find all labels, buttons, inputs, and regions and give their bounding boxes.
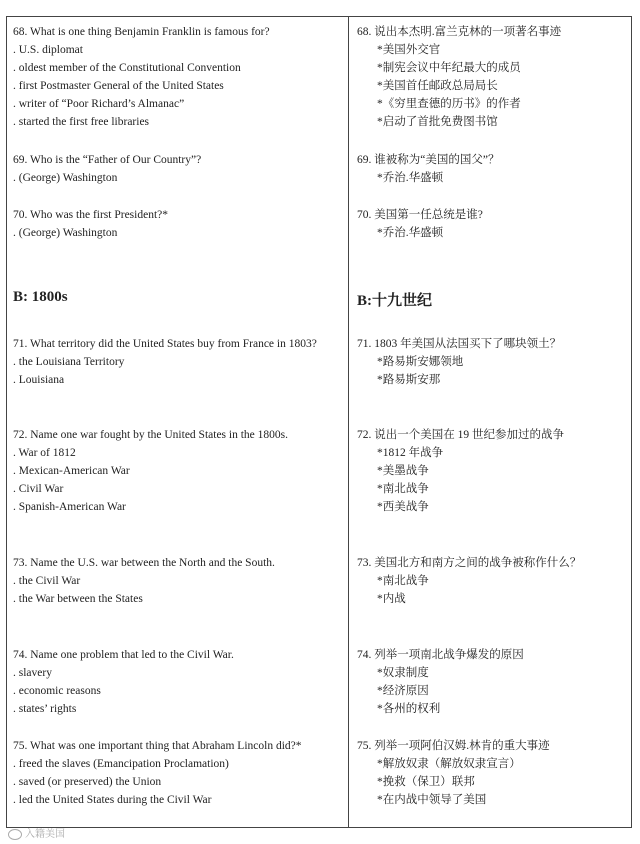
question-74-zh bbox=[349, 646, 633, 718]
answer: . (George) Washington bbox=[13, 172, 118, 184]
answer: . writer of “Poor Richard’s Almanac” bbox=[13, 98, 185, 110]
question-text: 69. Who is the “Father of Our Country”? bbox=[13, 154, 202, 166]
answer: *1812 年战争 bbox=[377, 447, 444, 459]
watermark-text: 入籍美国 bbox=[25, 829, 65, 840]
answer: . oldest member of the Constitutional Convention bbox=[13, 62, 241, 74]
question-text: 75. What was one important thing that Abraham Lincoln did?* bbox=[13, 740, 302, 752]
question-71-en bbox=[7, 335, 348, 389]
document-page bbox=[6, 16, 632, 828]
answer: *在内战中领导了美国 bbox=[377, 794, 487, 806]
answer: . Civil War bbox=[13, 483, 64, 495]
answer: *《穷里查德的历书》的作者 bbox=[377, 98, 521, 110]
question-text: 73. Name the U.S. war between the North and the South. bbox=[13, 557, 275, 569]
answer: . Mexican-American War bbox=[13, 465, 130, 477]
answer: . saved (or preserved) the Union bbox=[13, 776, 162, 788]
question-69-en bbox=[7, 151, 348, 187]
question-72-zh bbox=[349, 426, 633, 516]
question-text: 71. 1803 年美国从法国买下了哪块领土？ bbox=[357, 338, 562, 350]
answer: *制宪会议中年纪最大的成员 bbox=[377, 62, 521, 74]
question-70-zh bbox=[349, 206, 633, 242]
question-text: 69. 谁被称为“美国的国父”？ bbox=[357, 154, 500, 166]
question-75-zh bbox=[349, 737, 633, 809]
question-73-en bbox=[7, 554, 348, 608]
answer: . War of 1812 bbox=[13, 447, 76, 459]
answer: . led the United States during the Civil War bbox=[13, 794, 212, 806]
answer: . first Postmaster General of the United States bbox=[13, 80, 224, 92]
answer: *乔治.华盛顿 bbox=[377, 227, 444, 239]
answer: *路易斯安娜领地 bbox=[377, 356, 464, 368]
answer: *解放奴隶（解放奴隶宣言） bbox=[377, 758, 521, 770]
answer: . the War between the States bbox=[13, 593, 143, 605]
question-68-zh bbox=[349, 23, 633, 131]
question-text: 70. Who was the first President?* bbox=[13, 209, 169, 221]
answer: *各州的权利 bbox=[377, 703, 441, 715]
answer: . freed the slaves (Emancipation Proclamation) bbox=[13, 758, 229, 770]
answer: *内战 bbox=[377, 593, 406, 605]
question-text: 68. 说出本杰明.富兰克林的一项著名事迹 bbox=[357, 26, 562, 38]
answer: *启动了首批免费图书馆 bbox=[377, 116, 498, 128]
answer: *经济原因 bbox=[377, 685, 429, 697]
answer: . states’ rights bbox=[13, 703, 77, 715]
weibo-icon bbox=[8, 829, 22, 840]
answer: *美墨战争 bbox=[377, 465, 429, 477]
question-text: 74. 列举一项南北战争爆发的原因 bbox=[357, 649, 524, 661]
answer: . (George) Washington bbox=[13, 227, 118, 239]
answer: *南北战争 bbox=[377, 483, 429, 495]
question-text: 70. 美国第一任总统是谁? bbox=[357, 209, 483, 221]
question-text: 74. Name one problem that led to the Civil War. bbox=[13, 649, 234, 661]
answer: . started the first free libraries bbox=[13, 116, 150, 128]
question-71-zh bbox=[349, 335, 633, 389]
question-69-zh bbox=[349, 151, 633, 187]
answer: . Spanish-American War bbox=[13, 501, 126, 513]
question-text: 72. Name one war fought by the United States in the 1800s. bbox=[13, 429, 288, 441]
answer: . Louisiana bbox=[13, 374, 65, 386]
answer: *西美战争 bbox=[377, 501, 429, 513]
section-heading: B:十九世纪 bbox=[357, 293, 433, 309]
question-75-en bbox=[7, 737, 348, 809]
answer: . economic reasons bbox=[13, 685, 101, 697]
question-73-zh bbox=[349, 554, 633, 608]
answer: *南北战争 bbox=[377, 575, 429, 587]
question-72-en bbox=[7, 426, 348, 516]
watermark bbox=[8, 825, 65, 840]
question-text: 68. What is one thing Benjamin Franklin is famous for? bbox=[13, 26, 270, 38]
answer: *乔治.华盛顿 bbox=[377, 172, 444, 184]
answer: *奴隶制度 bbox=[377, 667, 429, 679]
question-text: 73. 美国北方和南方之间的战争被称作什么？ bbox=[357, 557, 582, 569]
answer: *路易斯安那 bbox=[377, 374, 441, 386]
answer: . slavery bbox=[13, 667, 52, 679]
answer: . U.S. diplomat bbox=[13, 44, 83, 56]
question-68-en bbox=[7, 23, 348, 131]
answer: *美国首任邮政总局局长 bbox=[377, 80, 498, 92]
answer: *美国外交官 bbox=[377, 44, 441, 56]
question-74-en bbox=[7, 646, 348, 718]
answer: . the Civil War bbox=[13, 575, 81, 587]
question-text: 75. 列举一项阿伯汉姆.林肯的重大事迹 bbox=[357, 740, 550, 752]
question-text: 71. What territory did the United States buy from France in 1803? bbox=[13, 338, 317, 350]
answer: *挽救（保卫）联邦 bbox=[377, 776, 475, 788]
question-70-en bbox=[7, 206, 348, 242]
answer: . the Louisiana Territory bbox=[13, 356, 125, 368]
section-heading: B: 1800s bbox=[13, 289, 68, 305]
english-column bbox=[7, 17, 348, 827]
chinese-column bbox=[349, 17, 633, 827]
question-text: 72. 说出一个美国在 19 世纪参加过的战争 bbox=[357, 429, 564, 441]
